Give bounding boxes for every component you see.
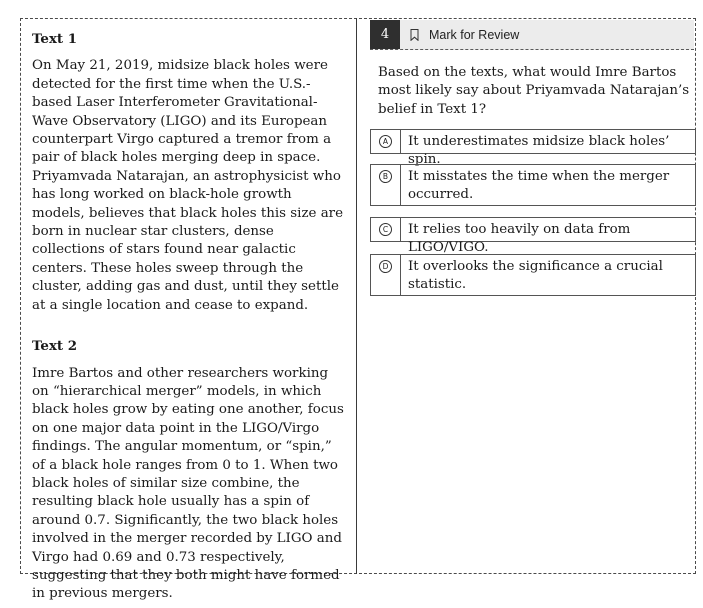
answer-choice-b[interactable] — [370, 164, 696, 206]
choice-letter-cell — [371, 218, 401, 241]
text2-title: Text 2 — [32, 338, 78, 355]
answer-choice-d[interactable] — [370, 254, 696, 296]
choice-b-text: It misstates the time when the merger occurred. — [408, 169, 670, 203]
choice-d-text: It overlooks the significance a crucial statistic. — [408, 259, 663, 293]
text1-body: On May 21, 2019, midsize black holes were detected for the first time when the U.S.-based Laser Interferometer Gravitational-Wave Observatory (LIGO) and its European counterpart Virgo captured a tremor from a pair of black holes merging deep in space. Priyamvada Natarajan, an astrophysicist who has long worked on black-hole growth models, believes that black holes this size are born in nuclear star clusters, dense collections of stars found near galactic centers. These holes sweep through the cluster, adding gas and dust, until they settle at a single location and cease to expand. — [32, 58, 343, 313]
choice-letter-cell — [371, 165, 401, 205]
answer-choice-c[interactable] — [370, 217, 696, 256]
question-prompt: Based on the texts, what would Imre Bartos most likely say about Priyamvada Natarajan’s belief in Text 1? — [378, 65, 690, 117]
question-header — [370, 20, 694, 50]
choice-letter-cell — [371, 130, 401, 153]
bookmark-icon — [410, 29, 419, 41]
passage-panel — [32, 30, 344, 604]
choice-d-letter: D — [379, 260, 392, 273]
choice-letter-cell — [371, 255, 401, 295]
mark-for-review-label: Mark for Review — [429, 27, 520, 42]
question-number: 4 — [370, 20, 400, 49]
choice-c-letter: C — [379, 223, 392, 236]
mark-for-review-button[interactable] — [410, 20, 519, 49]
text2-body: Imre Bartos and other researchers working on “hierarchical merger” models, in which black holes grow by eating one another, focus on one major data point in the LIGO/Virgo findings. The angular momentum, or “spin,” of a black hole ranges from 0 to 1. When two black holes of similar size combine, the resulting black hole usually has a spin of around 0.7. Significantly, the two black holes involved in the merger recorded by LIGO and Virgo had 0.69 and 0.73 respectively, suggesting that they both might have formed in previous mergers. — [32, 365, 344, 602]
choice-a-letter: A — [379, 135, 392, 148]
choice-b-letter: B — [379, 170, 392, 183]
answer-choice-a[interactable] — [370, 129, 696, 168]
choice-c-text: It relies too heavily on data from LIGO/VIGO. — [408, 222, 631, 256]
text1-title: Text 1 — [32, 31, 78, 47]
column-divider — [356, 18, 357, 574]
choice-a-text: It underestimates midsize black holes’ spin. — [408, 134, 670, 168]
